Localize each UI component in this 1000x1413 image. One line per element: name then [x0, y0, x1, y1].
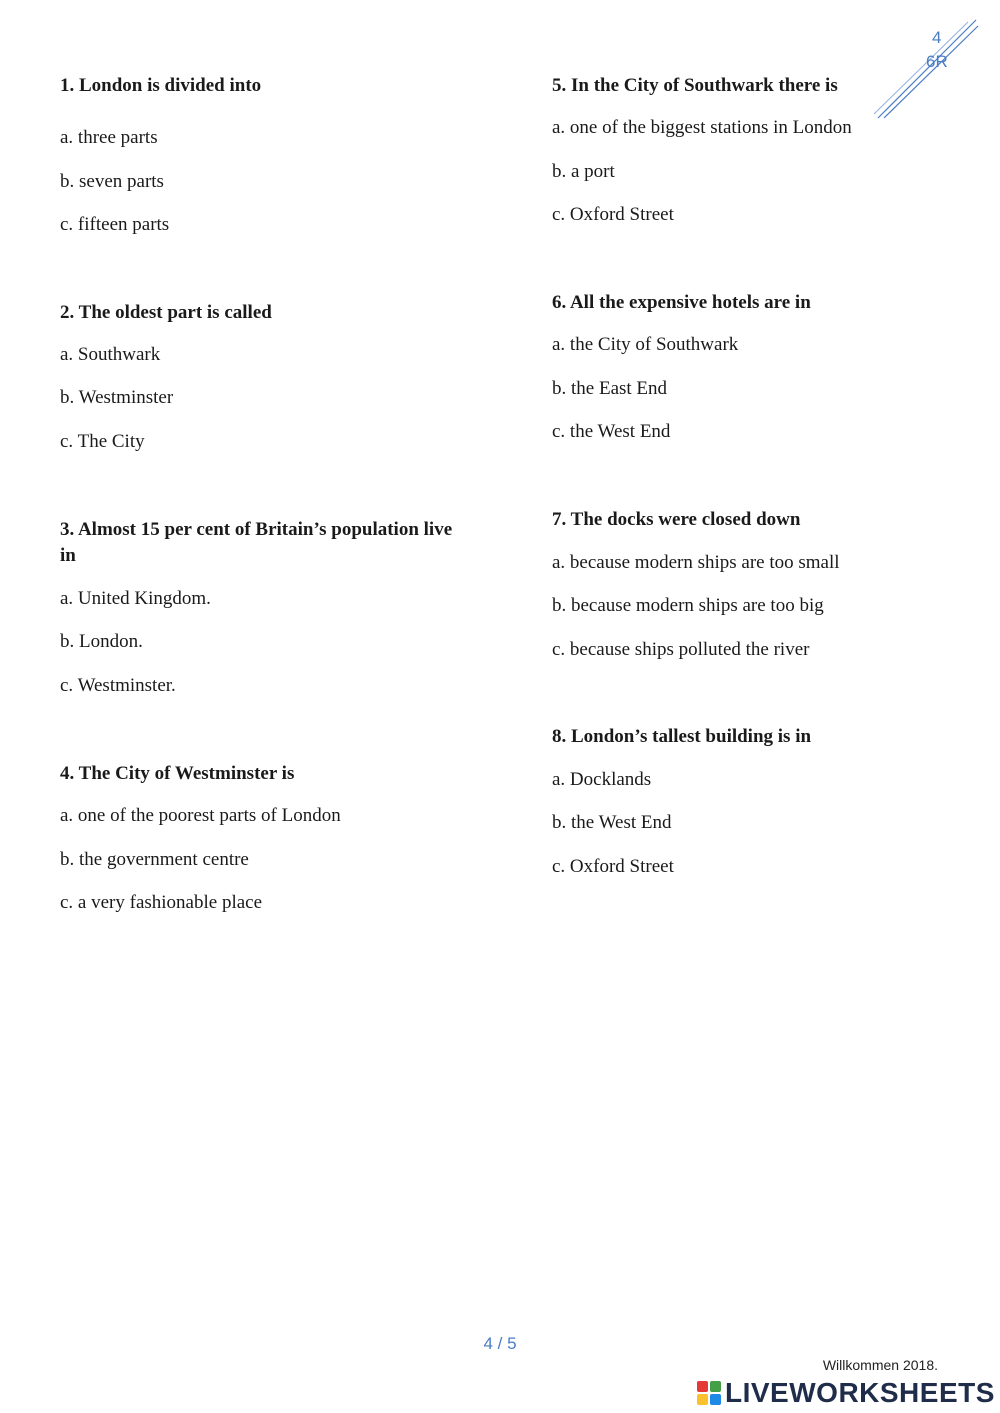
question-7	[552, 507, 952, 660]
answer-option: c. fifteen parts	[60, 214, 170, 235]
footer-note: Willkommen 2018.	[822, 1357, 938, 1373]
answer-option: a. Southwark	[60, 344, 161, 365]
answer-option: a. United Kingdom.	[60, 588, 211, 609]
question-title: 7. The docks were closed down	[552, 509, 801, 530]
answer-option: b. the East End	[552, 378, 668, 399]
question-2	[60, 300, 470, 452]
answer-option: b. a port	[552, 161, 615, 182]
answer-option: c. Oxford Street	[552, 204, 674, 225]
corner-page-mark	[870, 18, 980, 123]
question-title: 3. Almost 15 per cent of Britain’s population live in	[60, 519, 453, 566]
answer-option: c. The City	[60, 431, 145, 452]
question-5	[552, 73, 952, 225]
question-8	[552, 724, 952, 877]
question-title: 6. All the expensive hotels are in	[552, 292, 811, 313]
answer-option: b. because modern ships are too big	[552, 595, 824, 616]
answer-option: b. Westminster	[60, 387, 174, 408]
answer-option: c. a very fashionable place	[60, 892, 263, 913]
answer-option: a. the City of Southwark	[552, 334, 739, 355]
logo-tile	[697, 1394, 708, 1405]
question-3	[60, 517, 470, 696]
question-4	[60, 761, 470, 913]
answer-option: c. Oxford Street	[552, 856, 674, 877]
answer-option: b. seven parts	[60, 171, 164, 192]
question-title: 1. London is divided into	[60, 75, 262, 96]
answer-option: c. because ships polluted the river	[552, 639, 810, 660]
answer-option: a. Docklands	[552, 769, 652, 790]
answer-option: b. the government centre	[60, 849, 249, 870]
diagonal-lines-decoration	[870, 18, 980, 123]
brand-name: LIVEWORKSHEETS	[725, 1377, 995, 1408]
question-1	[60, 73, 470, 235]
question-title: 5. In the City of Southwark there is	[552, 75, 838, 96]
liveworksheets-logo	[697, 1378, 995, 1408]
logo-tile	[697, 1381, 708, 1392]
answer-option: c. the West End	[552, 421, 671, 442]
question-title: 8. London’s tallest building is in	[552, 726, 812, 747]
corner-code: 6R	[926, 52, 948, 71]
answer-option: a. one of the biggest stations in London	[552, 117, 852, 138]
answer-option: c. Westminster.	[60, 675, 176, 696]
logo-tiles-icon	[697, 1381, 721, 1405]
corner-number: 4	[932, 28, 942, 47]
question-title: 2. The oldest part is called	[60, 302, 272, 323]
question-6	[552, 290, 952, 442]
logo-tile	[710, 1394, 721, 1405]
logo-tile	[710, 1381, 721, 1392]
answer-option: a. three parts	[60, 127, 158, 148]
question-title: 4. The City of Westminster is	[60, 763, 295, 784]
answer-option: a. because modern ships are too small	[552, 552, 840, 573]
page-number: 4 / 5	[483, 1334, 517, 1353]
answer-option: b. the West End	[552, 812, 672, 833]
answer-option: a. one of the poorest parts of London	[60, 805, 341, 826]
answer-option: b. London.	[60, 631, 143, 652]
